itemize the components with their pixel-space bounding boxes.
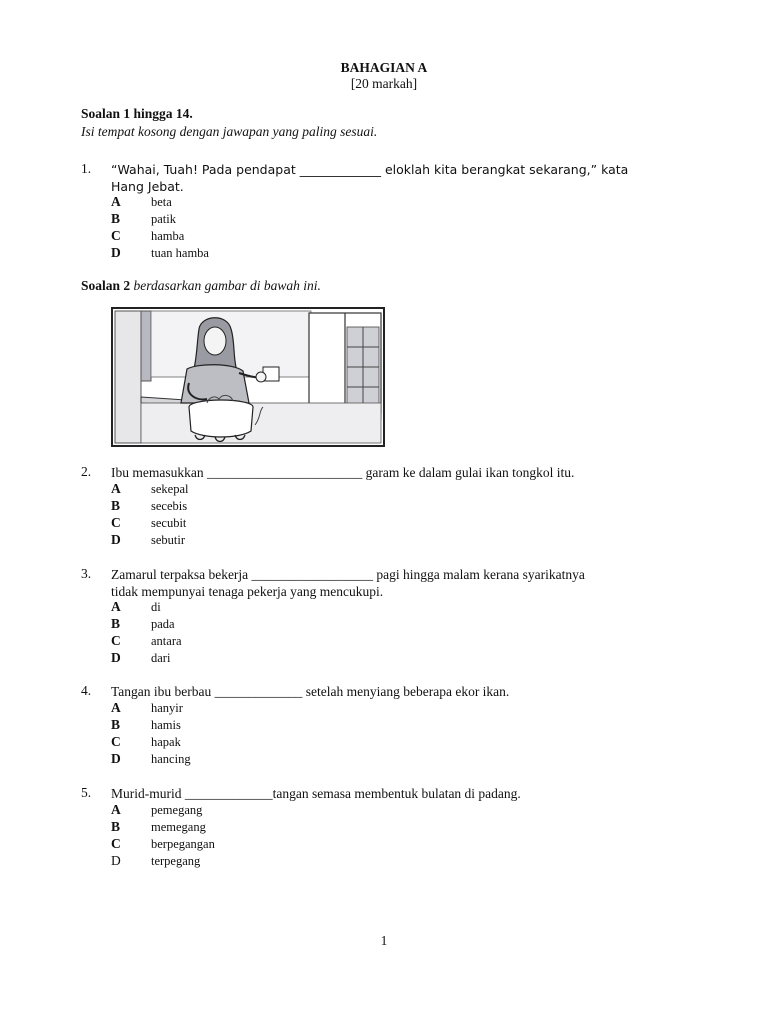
- option-letter: B: [111, 211, 121, 226]
- option-c[interactable]: [111, 633, 411, 650]
- figure-instruction-italic: berdasarkan gambar di bawah ini.: [130, 278, 321, 293]
- option-letter: A: [111, 700, 121, 715]
- option-b[interactable]: [111, 616, 411, 633]
- option-text: di: [151, 600, 161, 614]
- option-letter: C: [111, 734, 121, 749]
- option-text: sebutir: [151, 533, 186, 547]
- option-a[interactable]: [111, 700, 411, 717]
- option-d[interactable]: [111, 751, 411, 768]
- option-text: berpegangan: [151, 837, 215, 851]
- cooking-illustration: [111, 307, 385, 447]
- option-b[interactable]: [111, 717, 411, 734]
- question-text: [111, 566, 671, 600]
- option-letter: A: [111, 194, 121, 209]
- option-letter: A: [111, 802, 121, 817]
- option-letter: D: [111, 853, 121, 868]
- section-title: BAHAGIAN A: [340, 60, 428, 75]
- options-list: [111, 802, 411, 870]
- option-text: patik: [151, 212, 176, 226]
- option-letter: C: [111, 633, 121, 648]
- option-c[interactable]: [111, 734, 411, 751]
- option-letter: B: [111, 819, 121, 834]
- option-a[interactable]: [111, 194, 411, 211]
- question-line: Zamarul terpaksa bekerja __________________ pagi hingga malam kerana syarikatnya: [111, 567, 585, 582]
- question-number: 3.: [81, 566, 92, 581]
- option-letter: C: [111, 228, 121, 243]
- option-letter: C: [111, 836, 121, 851]
- question-line: Ibu memasukkan _______________________ garam ke dalam gulai ikan tongkol itu.: [111, 465, 575, 480]
- option-c[interactable]: [111, 228, 411, 245]
- question-number: 5.: [81, 785, 92, 800]
- option-b[interactable]: [111, 211, 411, 228]
- options-list: [111, 700, 411, 768]
- option-letter: C: [111, 515, 121, 530]
- option-text: beta: [151, 195, 172, 209]
- option-c[interactable]: [111, 515, 411, 532]
- option-text: hamba: [151, 229, 185, 243]
- option-letter: D: [111, 751, 121, 766]
- option-b[interactable]: [111, 819, 411, 836]
- option-text: terpegang: [151, 854, 201, 868]
- question-line: “Wahai, Tuah! Pada pendapat _____________ eloklah kita berangkat sekarang,” kata: [111, 162, 629, 177]
- option-b[interactable]: [111, 498, 411, 515]
- option-text: dari: [151, 651, 171, 665]
- question-line: tidak mempunyai tenaga pekerja yang mencukupi.: [111, 584, 384, 599]
- figure-instruction: [81, 278, 321, 294]
- option-text: tuan hamba: [151, 246, 209, 260]
- question-text: [111, 464, 671, 481]
- options-list: [111, 194, 411, 262]
- option-d[interactable]: [111, 532, 411, 549]
- question-range: Soalan 1 hingga 14.: [81, 106, 193, 121]
- option-letter: D: [111, 245, 121, 260]
- option-text: hanyir: [151, 701, 183, 715]
- option-d[interactable]: [111, 650, 411, 667]
- option-d[interactable]: [111, 853, 411, 870]
- question-number: 2.: [81, 464, 92, 479]
- section-marks: [20 markah]: [350, 76, 418, 91]
- option-text: memegang: [151, 820, 206, 834]
- option-text: secebis: [151, 499, 188, 513]
- option-text: antara: [151, 634, 182, 648]
- options-list: [111, 481, 411, 549]
- question-line: Murid-murid _____________tangan semasa membentuk bulatan di padang.: [111, 786, 521, 801]
- option-text: hancing: [151, 752, 191, 766]
- page-number: 1: [380, 933, 388, 948]
- option-text: hapak: [151, 735, 181, 749]
- option-letter: A: [111, 481, 121, 496]
- option-letter: B: [111, 717, 121, 732]
- question-number: 4.: [81, 683, 92, 698]
- figure-instruction-bold: Soalan 2: [81, 278, 131, 293]
- option-d[interactable]: [111, 245, 411, 262]
- question-line: Hang Jebat.: [111, 179, 184, 194]
- option-letter: B: [111, 616, 121, 631]
- question-number: 1.: [81, 161, 92, 176]
- option-letter: D: [111, 650, 121, 665]
- question-text: [111, 683, 671, 700]
- question-text: [111, 785, 671, 802]
- instruction: Isi tempat kosong dengan jawapan yang paling sesuai.: [81, 124, 378, 139]
- question-text: [111, 161, 671, 195]
- option-text: sekepal: [151, 482, 189, 496]
- option-letter: A: [111, 599, 121, 614]
- option-a[interactable]: [111, 802, 411, 819]
- option-text: pada: [151, 617, 175, 631]
- option-letter: B: [111, 498, 121, 513]
- question-line: Tangan ibu berbau _____________ setelah menyiang beberapa ekor ikan.: [111, 684, 510, 699]
- option-text: hamis: [151, 718, 181, 732]
- option-a[interactable]: [111, 599, 411, 616]
- options-list: [111, 599, 411, 667]
- option-letter: D: [111, 532, 121, 547]
- option-c[interactable]: [111, 836, 411, 853]
- option-text: pemegang: [151, 803, 203, 817]
- option-text: secubit: [151, 516, 187, 530]
- option-a[interactable]: [111, 481, 411, 498]
